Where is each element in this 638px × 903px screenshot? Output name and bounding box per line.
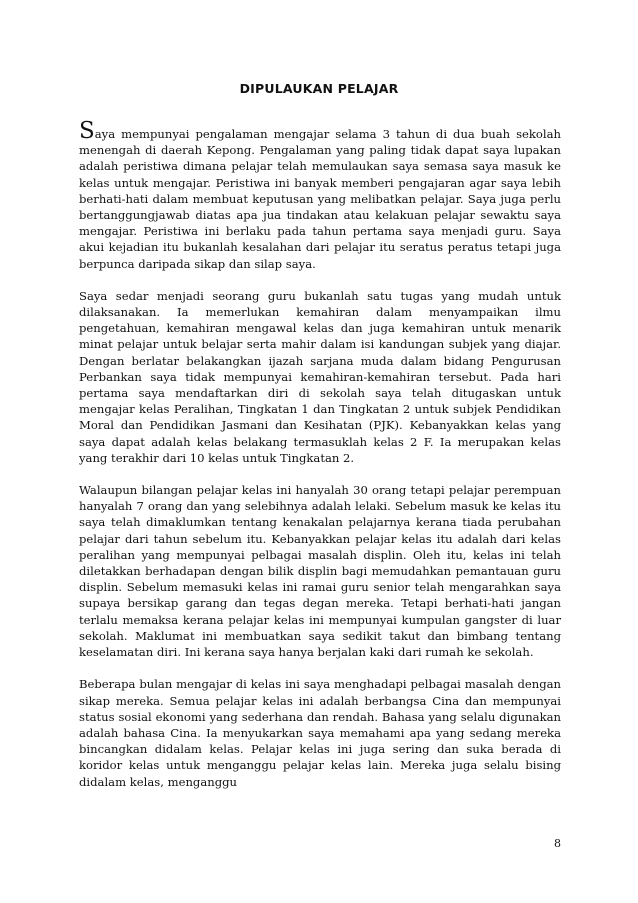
dropcap-letter: S [79, 118, 95, 144]
paragraph-1 [79, 118, 561, 272]
document-title: DIPULAUKAN PELAJAR [239, 81, 399, 96]
paragraph-1-text: aya mempunyai pengalaman mengajar selama 3 tahun di dua buah sekolah menengah di daerah Kepong. Pengalaman yang paling tidak dapat saya lupakan adalah peristiwa dimana pelajar telah memulaukan saya semasa saya masuk ke kelas untuk mengajar. Peristiwa ini banyak memberi pengajaran agar saya lebih berhati-hati dalam membuat keputusan yang melibatkan pelajar. Saya juga perlu bertanggungjawab diatas apa jua tindakan atau kelakuan pelajar sewaktu saya mengajar. Peristiwa ini berlaku pada tahun pertama saya menjadi guru. Saya akui kejadian itu bukanlah kesalahan dari pelajar itu seratus peratus tetapi juga berpunca daripada sikap dan silap saya. [79, 127, 561, 271]
document-body [79, 118, 561, 806]
paragraph-4: Beberapa bulan mengajar di kelas ini saya menghadapi pelbagai masalah dengan sikap mereka. Semua pelajar kelas ini adalah berbangsa Cina dan mempunyai status sosial ekonomi yang sederhana dan rendah. Bahasa yang selalu digunakan adalah bahasa Cina. Ia menyukarkan saya memahami apa yang sedang mereka bincangkan didalam kelas. Pelajar kelas ini juga sering dan suka berada di koridor kelas untuk menganggu pelajar kelas lain. Mereka juga selalu bising didalam kelas, menganggu [79, 677, 561, 789]
page-number: 8 [554, 837, 561, 850]
paragraph-3: Walaupun bilangan pelajar kelas ini hanyalah 30 orang tetapi pelajar perempuan hanyalah 7 orang dan yang selebihnya adalah lelaki. Sebelum masuk ke kelas itu saya telah dimaklumkan tentang kenakalan pelajarnya kerana tiada perubahan pelajar dari tahun sebelum itu. Kebanyakkan pelajar kelas itu adalah dari kelas peralihan yang mempunyai pelbagai masalah displin. Oleh itu, kelas ini telah diletakkan berhadapan dengan bilik displin bagi memudahkan pemantauan guru displin. Sebelum memasuki kelas ini ramai guru senior telah mengarahkan saya supaya bersikap garang dan tegas degan mereka. Tetapi berhati-hati jangan terlalu memaksa kerana pelajar kelas ini mempunyai kumpulan gangster di luar sekolah. Maklumat ini membuatkan saya sedikit takut dan bimbang tentang keselamatan diri. Ini kerana saya hanya berjalan kaki dari rumah ke sekolah. [79, 483, 561, 660]
paragraph-2: Saya sedar menjadi seorang guru bukanlah satu tugas yang mudah untuk dilaksanakan. Ia memerlukan kemahiran dalam menyampaikan ilmu pengetahuan, kemahiran mengawal kelas dan juga kemahiran untuk menarik minat pelajar untuk belajar serta mahir dalam isi kandungan subjek yang diajar. Dengan berlatar belakangkan ijazah sarjana muda dalam bidang Pengurusan Perbankan saya tidak mempunyai kemahiran-kemahiran tersebut. Pada hari pertama saya mendaftarkan diri di sekolah saya telah ditugaskan untuk mengajar kelas Peralihan, Tingkatan 1 dan Tingkatan 2 untuk subjek Pendidikan Moral dan Pendidikan Jasmani dan Kesihatan (PJK). Kebanyakkan kelas yang saya dapat adalah kelas belakang termasuklah kelas 2 F. Ia merupakan kelas yang terakhir dari 10 kelas untuk Tingkatan 2. [79, 288, 561, 465]
